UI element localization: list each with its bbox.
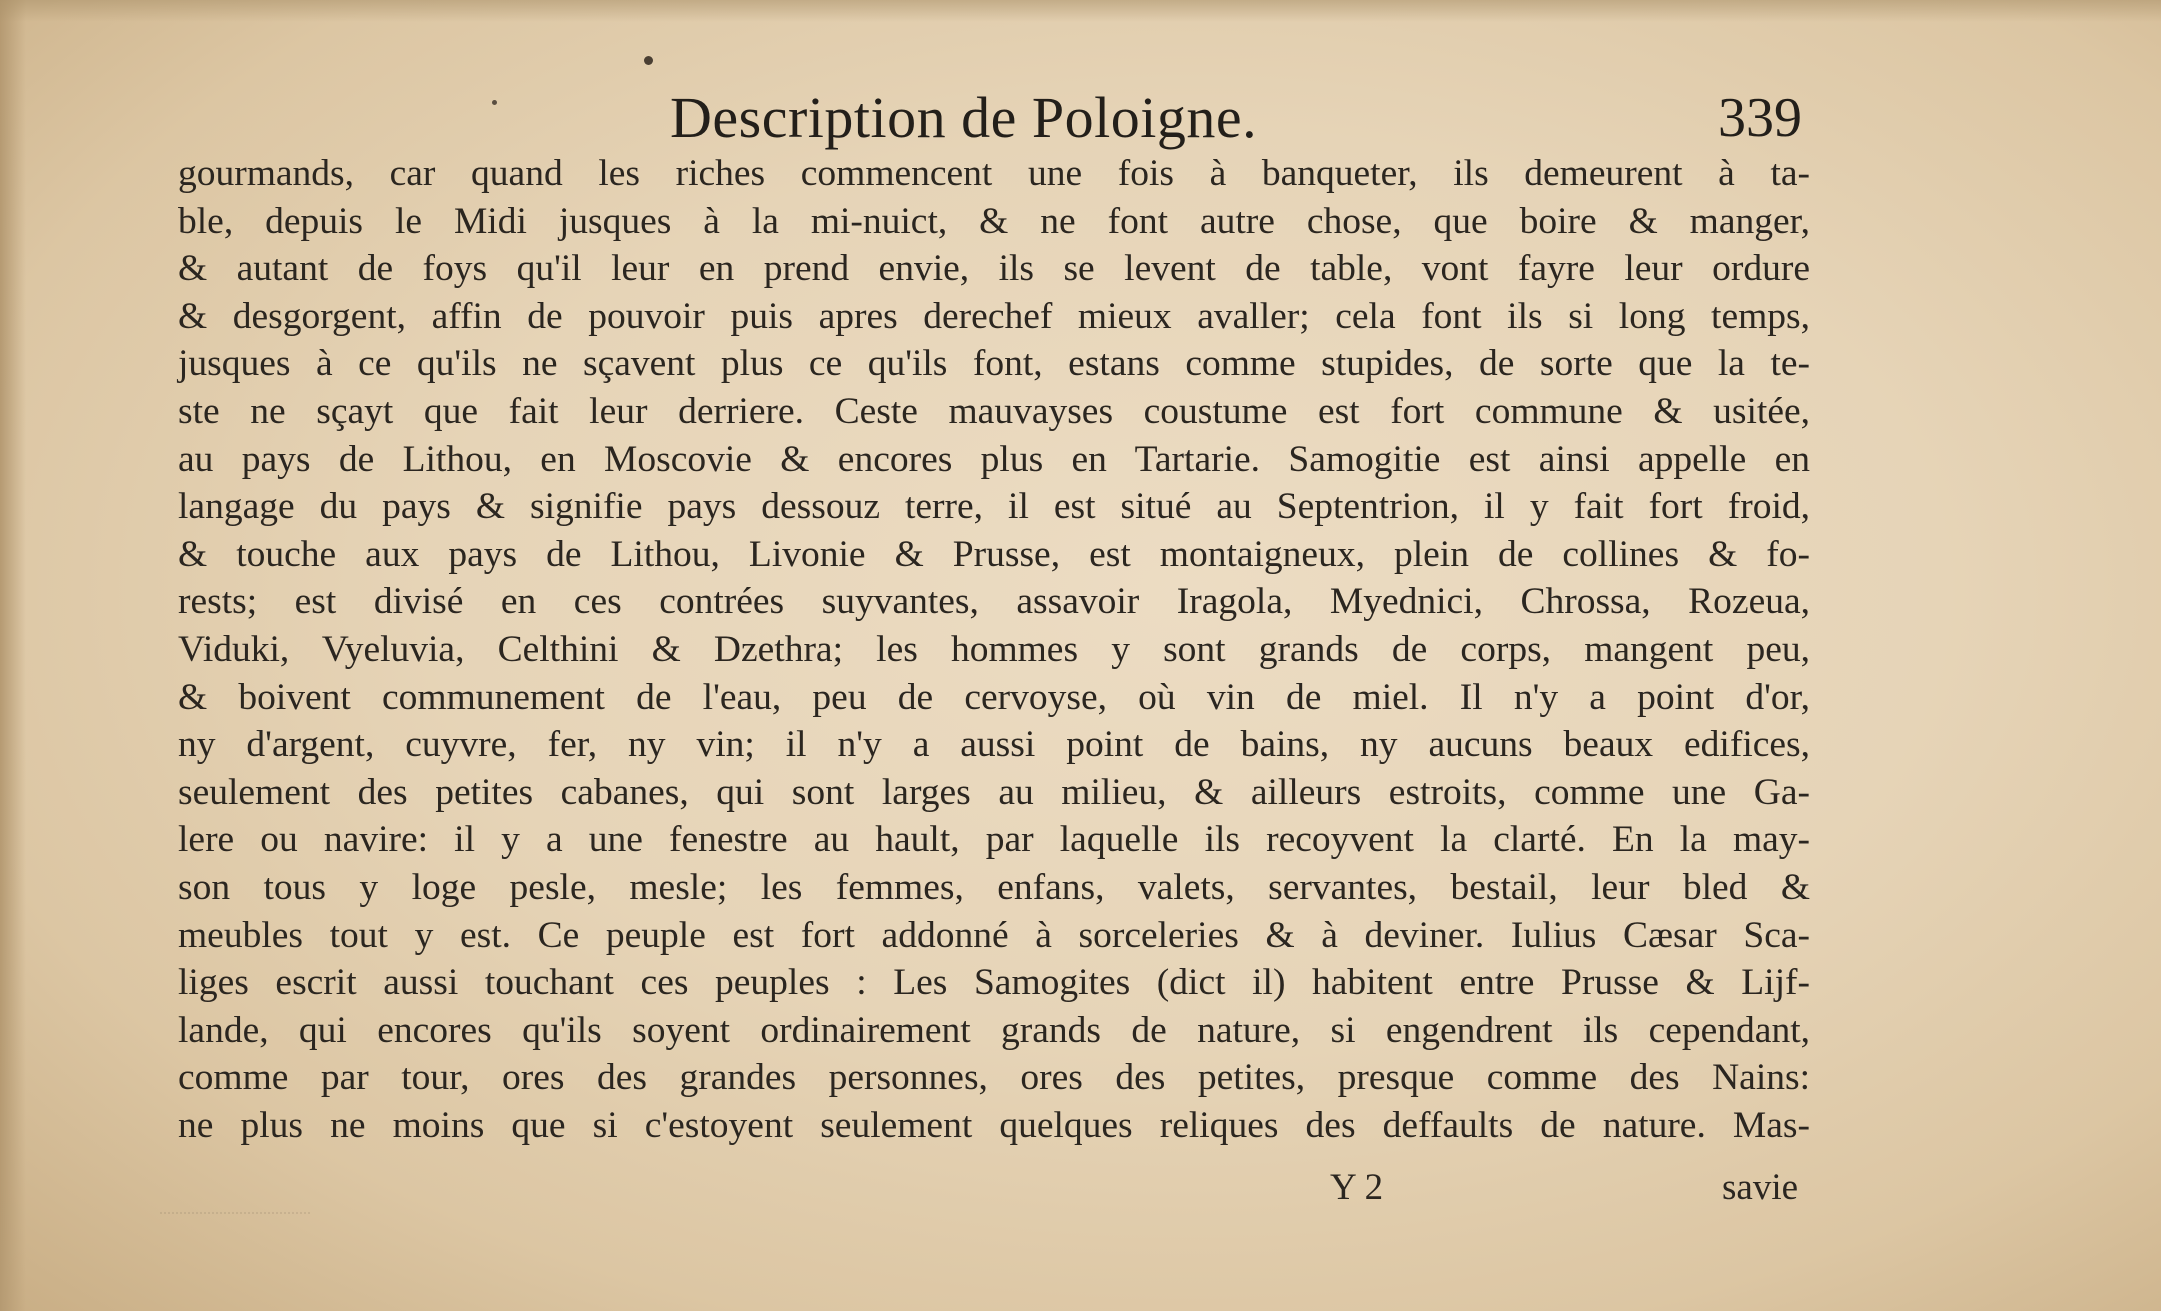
page-top-shadow bbox=[0, 0, 2161, 22]
text-line: comme par tour, ores des grandes personnes, ores des petites, presque comme des Nains: bbox=[178, 1057, 1810, 1099]
text-line: ny d'argent, cuyvre, fer, ny vin; il n'y a aussi point de bains, ny aucuns beaux edifices, bbox=[178, 724, 1810, 766]
text-line: gourmands, car quand les riches commencent une fois à banqueter, ils demeurent à ta- bbox=[178, 153, 1810, 194]
text-line: ble, depuis le Midi jusques à la mi-nuict, & ne font autre chose, que boire & manger, bbox=[178, 200, 1810, 242]
ink-spot bbox=[644, 56, 653, 65]
text-line: rests; est divisé en ces contrées suyvantes, assavoir Iragola, Myednici, Chrossa, Rozeua, bbox=[178, 581, 1810, 623]
text-line: lere ou navire: il y a une fenestre au hault, par laquelle ils recoyvent la clarté. En la may- bbox=[178, 819, 1810, 861]
text-line: & touche aux pays de Lithou, Livonie & Prusse, est montaigneux, plein de collines & fo- bbox=[178, 533, 1810, 575]
page-binding-shadow bbox=[0, 0, 26, 1311]
page-number: 339 bbox=[1718, 87, 1802, 149]
text-line: lande, qui encores qu'ils soyent ordinairement grands de nature, si engendrent ils cependant, bbox=[178, 1009, 1810, 1051]
text-line: liges escrit aussi touchant ces peuples : Les Samogites (dict il) habitent entre Prusse & Lijf- bbox=[178, 962, 1810, 1004]
running-head bbox=[0, 78, 2161, 158]
text-line: jusques à ce qu'ils ne sçavent plus ce qu'ils font, estans comme stupides, de sorte que la te- bbox=[178, 343, 1810, 385]
body-text bbox=[178, 150, 1810, 1149]
text-line: Viduki, Vyeluvia, Celthini & Dzethra; les hommes y sont grands de corps, mangent peu, bbox=[178, 628, 1810, 670]
text-line: ste ne sçayt que fait leur derriere. Ceste mauvayses coustume est fort commune & usitée, bbox=[178, 390, 1810, 432]
text-line: son tous y loge pesle, mesle; les femmes, enfans, valets, servantes, bestail, leur bled & bbox=[178, 866, 1810, 908]
running-title: Description de Poloigne. bbox=[670, 85, 1258, 150]
signature-mark: Y 2 bbox=[1330, 1167, 1384, 1208]
text-line: seulement des petites cabanes, qui sont larges au milieu, & ailleurs estroits, comme une Ga- bbox=[178, 771, 1810, 813]
text-line: meubles tout y est. Ce peuple est fort addonné à sorceleries & à deviner. Iulius Cæsar Sca- bbox=[178, 914, 1810, 956]
text-line: & boivent communement de l'eau, peu de cervoyse, où vin de miel. Il n'y a point d'or, bbox=[178, 676, 1810, 718]
text-line: au pays de Lithou, en Moscovie & encores plus en Tartarie. Samogitie est ainsi appelle en bbox=[178, 438, 1810, 480]
text-line: & desgorgent, affin de pouvoir puis apres derechef mieux avaller; cela font ils si long temps, bbox=[178, 295, 1810, 337]
catchword: savie bbox=[1722, 1167, 1799, 1208]
text-line: ne plus ne moins que si c'estoyent seulement quelques reliques des deffaults de nature. Mas- bbox=[178, 1104, 1810, 1146]
page-footer bbox=[0, 1160, 2161, 1216]
text-line: langage du pays & signifie pays dessouz terre, il est situé au Septentrion, il y fait fort froid, bbox=[178, 486, 1810, 528]
text-line: & autant de foys qu'il leur en prend envie, ils se levent de table, vont fayre leur ordure bbox=[178, 248, 1810, 290]
